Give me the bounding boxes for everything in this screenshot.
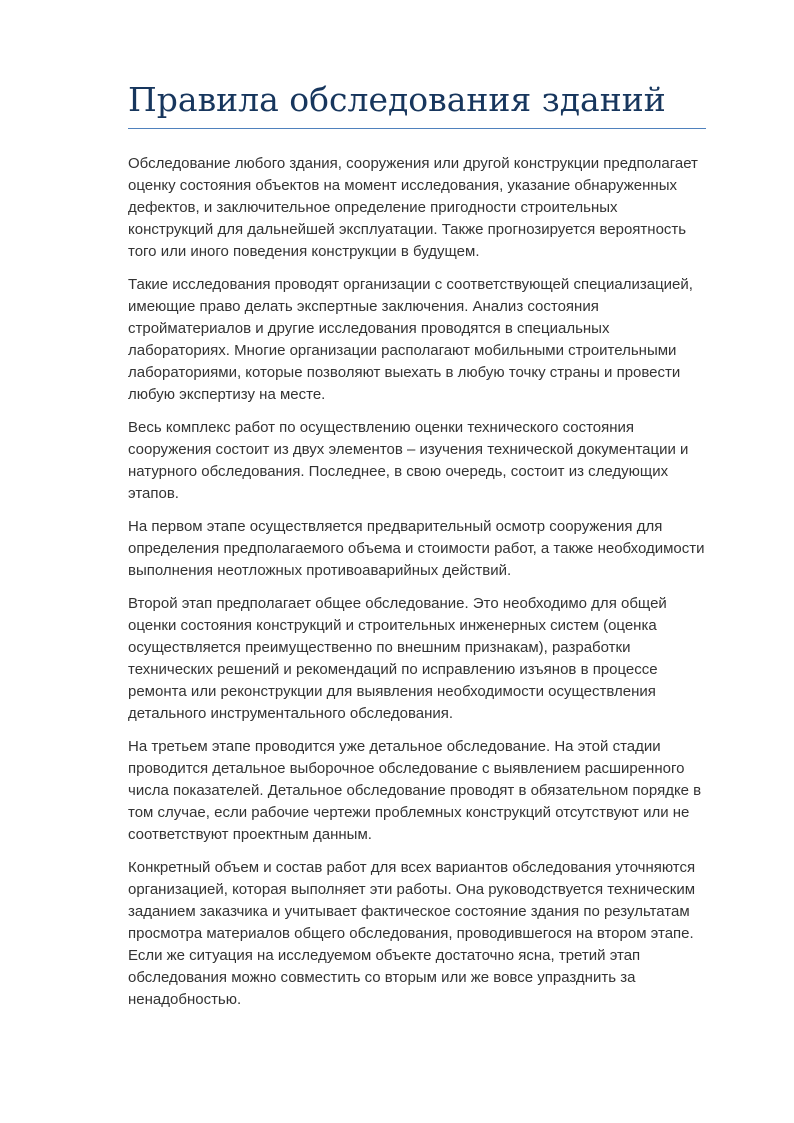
paragraph: На третьем этапе проводится уже детальное обследование. На этой стадии проводится детальное выборочное обследование с выявлением расширенного числа показателей. Детальное обследование проводят в обязательном порядке в том случае, если рабочие чертежи проблемных конструкций отсутствуют или не соответствуют проектным данным.	[128, 737, 702, 843]
paragraph: Весь комплекс работ по осуществлению оценки технического состояния сооружения состоит из двух элементов – изучения технической документации и натурного обследования. Последнее, в свою очередь, состоит из следующих этапов.	[128, 418, 689, 502]
paragraph: Обследование любого здания, сооружения или другой конструкции предполагает оценку состояния объектов на момент исследования, указание обнаруженных дефектов, и заключительное определение пригодности строительных конструкций для дальнейшей эксплуатации. Также прогнозируется вероятность того или иного поведения конструкции в будущем.	[128, 154, 698, 260]
paragraph: Второй этап предполагает общее обследование. Это необходимо для общей оценки состояния конструкций и строительных инженерных систем (оценка осуществляется преимущественно по внешним признакам), разработки технических решений и рекомендаций по исправлению изъянов в процессе ремонта или реконструкции для выявления необходимости осуществления детального инструментального обследования.	[128, 594, 667, 722]
paragraph: Конкретный объем и состав работ для всех вариантов обследования уточняются организацией, которая выполняет эти работы. Она руководствуется техническим заданием заказчика и учитывает фактическое состояние здания по результатам просмотра материалов общего обследования, проводившегося на втором этапе. Если же ситуация на исследуемом объекте достаточно ясна, третий этап обследования можно совместить со вторым или же вовсе упразднить за ненадобностью.	[128, 858, 696, 1008]
paragraph: Такие исследования проводят организации с соответствующей специализацией, имеющие право делать экспертные заключения. Анализ состояния стройматериалов и другие исследования проводятся в специальных лабораториях. Многие организации располагают мобильными строительными лабораториями, которые позволяют выехать в любую точку страны и провести любую экспертизу на месте.	[128, 275, 693, 403]
paragraph: На первом этапе осуществляется предварительный осмотр сооружения для определения предполагаемого объема и стоимости работ, а также необходимости выполнения неотложных противоаварийных действий.	[128, 517, 705, 579]
document-body	[128, 153, 706, 1011]
document-title: Правила обследования зданий	[128, 80, 706, 129]
